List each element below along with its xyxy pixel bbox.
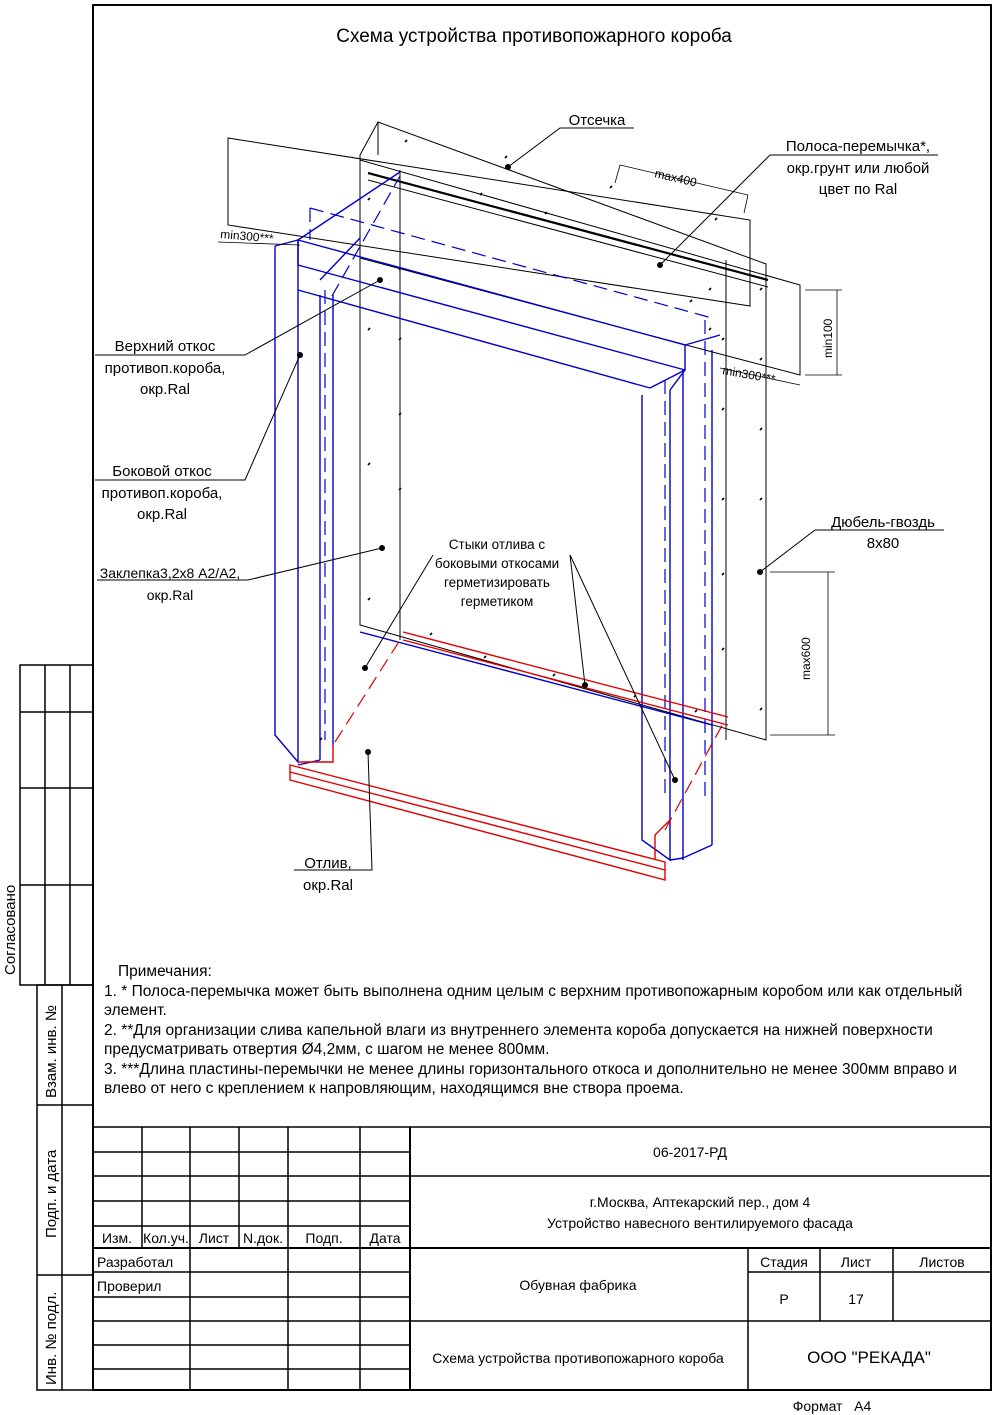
address: г.Москва, Аптекарский пер., дом 4 xyxy=(589,1194,811,1210)
stamp-inv: Инв. № подл. xyxy=(43,1291,60,1385)
label-polosa-2: окр.грунт или любой xyxy=(786,160,930,177)
label-dubel-2: 8х80 xyxy=(866,535,900,552)
label-bok-3: окр.Ral xyxy=(137,506,187,523)
notes xyxy=(104,962,984,1099)
label-stiki-2: боковыми откосами xyxy=(434,556,560,571)
company-name: ООО "РЕКАДА" xyxy=(807,1348,931,1367)
label-otliv-1: Отлив, xyxy=(304,855,352,872)
label-bok-1: Боковой откос xyxy=(112,463,212,480)
col-list: Лист xyxy=(198,1230,230,1246)
label-stiki-1: Стыки отлива с xyxy=(448,537,546,552)
listov-label: Листов xyxy=(919,1254,965,1270)
label-zaklepka-2: окр.Ral xyxy=(146,587,194,603)
stamp-podp: Подп. и дата xyxy=(43,1149,60,1238)
dim-min300-right: min300*** xyxy=(721,363,777,387)
dim-min300-left: min300*** xyxy=(219,227,275,246)
note-3: 3. ***Длина пластины-перемычки не менее длины горизонтального откоса и дополнительно не менее 300мм вправо и влево от него с креплением к напровляющим, находящимся вне створа проема. xyxy=(104,1060,958,1097)
sheet-title: Схема устройства противопожарного короба xyxy=(432,1350,724,1366)
doc-code: 06-2017-РД xyxy=(653,1144,727,1160)
col-data: Дата xyxy=(369,1230,401,1246)
stamp-soglasovano: Согласовано xyxy=(2,884,19,975)
label-otliv-2: окр.Ral xyxy=(303,877,353,894)
label-zaklepka-1: Заклепка3,2х8 А2/А2, xyxy=(99,565,241,581)
dim-max400: max400 xyxy=(653,166,699,190)
dim-min100: min100 xyxy=(821,318,835,358)
label-verh-3: окр.Ral xyxy=(140,381,190,398)
dim-max600: max600 xyxy=(799,637,813,680)
col-podp: Подп. xyxy=(305,1230,343,1246)
format-label: Формат А4 xyxy=(792,1398,872,1414)
label-polosa-3: цвет по Ral xyxy=(818,181,898,198)
cutoff-plate xyxy=(228,138,750,306)
note-2: 2. **Для организации слива капельной влаги из внутреннего элемента короба допускается на нижней поверхности предусматривать отвертия Ø4,2мм, с шагом не менее 800мм. xyxy=(104,1021,933,1058)
note-1: 1. * Полоса-перемычка может быть выполнена одним целым с верхним противопожарным коробом или как отдельный элемент. xyxy=(104,982,963,1019)
stadia-value: Р xyxy=(779,1291,789,1307)
label-stiki-3: герметизировать xyxy=(444,575,550,590)
razrabotal: Разработал xyxy=(97,1254,174,1270)
label-verh-2: противоп.короба, xyxy=(104,360,226,377)
label-bok-2: противоп.короба, xyxy=(101,485,223,502)
list-label: Лист xyxy=(840,1254,872,1270)
drawing-title: Схема устройства противопожарного короба xyxy=(336,26,732,47)
fire-box-diagram xyxy=(95,112,944,894)
stadia-label: Стадия xyxy=(760,1254,808,1270)
col-ndok: N.док. xyxy=(243,1230,283,1246)
col-kol: Кол.уч. xyxy=(143,1230,189,1246)
object-name: Обувная фабрика xyxy=(519,1277,637,1293)
stamp-vzam: Взам. инв. № xyxy=(43,1005,60,1098)
label-dubel-1: Дюбель-гвоздь xyxy=(831,514,935,531)
label-otsechka: Отсечка xyxy=(568,112,626,129)
notes-heading: Примечания: xyxy=(118,963,212,980)
label-stiki-4: герметиком xyxy=(460,594,534,609)
col-izm: Изм. xyxy=(102,1230,132,1246)
project-name: Устройство навесного вентилируемого фасада xyxy=(547,1215,853,1231)
list-value: 17 xyxy=(848,1291,864,1307)
proveril: Проверил xyxy=(97,1278,162,1294)
lintel-strip xyxy=(360,160,800,375)
label-verh-1: Верхний откос xyxy=(114,338,216,355)
label-polosa-1: Полоса-перемычка*, xyxy=(785,138,931,155)
